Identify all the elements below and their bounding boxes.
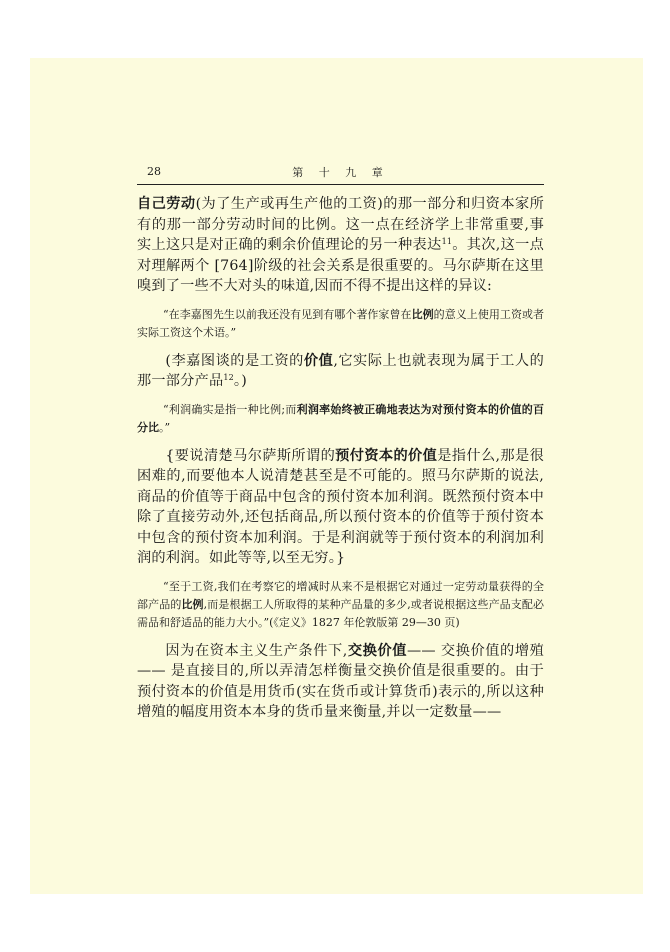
bold-term: 自己劳动 — [137, 196, 196, 212]
quote-1: “在李嘉图先生以前我还没有见到有哪个著作家曾在比例的意义上使用工资或者实际工资这个术语。” — [137, 307, 545, 339]
bold-term: 预付资本的价值 — [335, 447, 438, 464]
paragraph-2: (李嘉图谈的是工资的价值,它实际上也就表现为属于工人的那一部分产品$^{12}$。) — [137, 352, 545, 389]
paragraph-4: 因为在资本主义生产条件下,交换价值—— 交换价值的增殖 —— 是直接目的,所以弄清怎样衡量交换价值是很重要的。由于预付资本的价值是用货币(实在货币或计算货币)表示的,所以这种增殖的幅度用资本本身的货币量来衡量,并以一定数量—— — [137, 642, 544, 720]
footnote-ref: 12 — [223, 373, 234, 382]
bold-term: 价值 — [303, 352, 334, 369]
page-body — [137, 194, 544, 723]
bold-term: 比例 — [411, 307, 434, 321]
chapter-title: 第 十 九 章 — [292, 166, 389, 179]
quote-3: “至于工资,我们在考察它的增减时从来不是根据它对通过一定劳动量获得的全部产品的比例,而是根据工人所取得的某种产品量的多少,或者说根据这些产品支配必需品和舒适品的能力大小。”(《定义》1827 年伦敦版第 29—30 页) — [137, 579, 544, 629]
footnote-ref: 11 — [441, 237, 453, 246]
paragraph-3: {要说清楚马尔萨斯所谓的预付资本的价值是指什么,那是很困难的,而要他本人说清楚甚至是不可能的。照马尔萨斯的说法,商品的价值等于商品中包含的预付资本加利润。既然预付资本中除了直接劳动外,还包括商品,所以预付资本的价值等于预付资本中包含的预付资本加利润。于是利润就等于预付资本的利润加利润的利润。如此等等,以至无穷。} — [137, 447, 544, 566]
bold-term: 利润率始终被正确地表达为对预付资本的价值的百分比 — [137, 402, 544, 434]
bold-term: 交换价值 — [347, 642, 408, 659]
page-number: 28 — [147, 165, 161, 178]
paragraph-1: 自己劳动(为了生产或再生产他的工资)的那一部分和归资本家所有的那一部分劳动时间的比例。这一点在经济学上非常重要,事实上这只是对正确的剩余价值理论的另一种表达$^{11}$。其次,这一点对理解两个 [764]阶级的社会关系是很重要的。马尔萨斯在这里嗅到了一些不大对头的味道,因而不得不提出这样的异议: — [137, 196, 544, 294]
page-header — [137, 162, 544, 185]
bold-term: 比例 — [181, 597, 204, 611]
quote-2: “利润确实是指一种比例;而利润率始终被正确地表达为对预付资本的价值的百分比。” — [137, 402, 544, 434]
